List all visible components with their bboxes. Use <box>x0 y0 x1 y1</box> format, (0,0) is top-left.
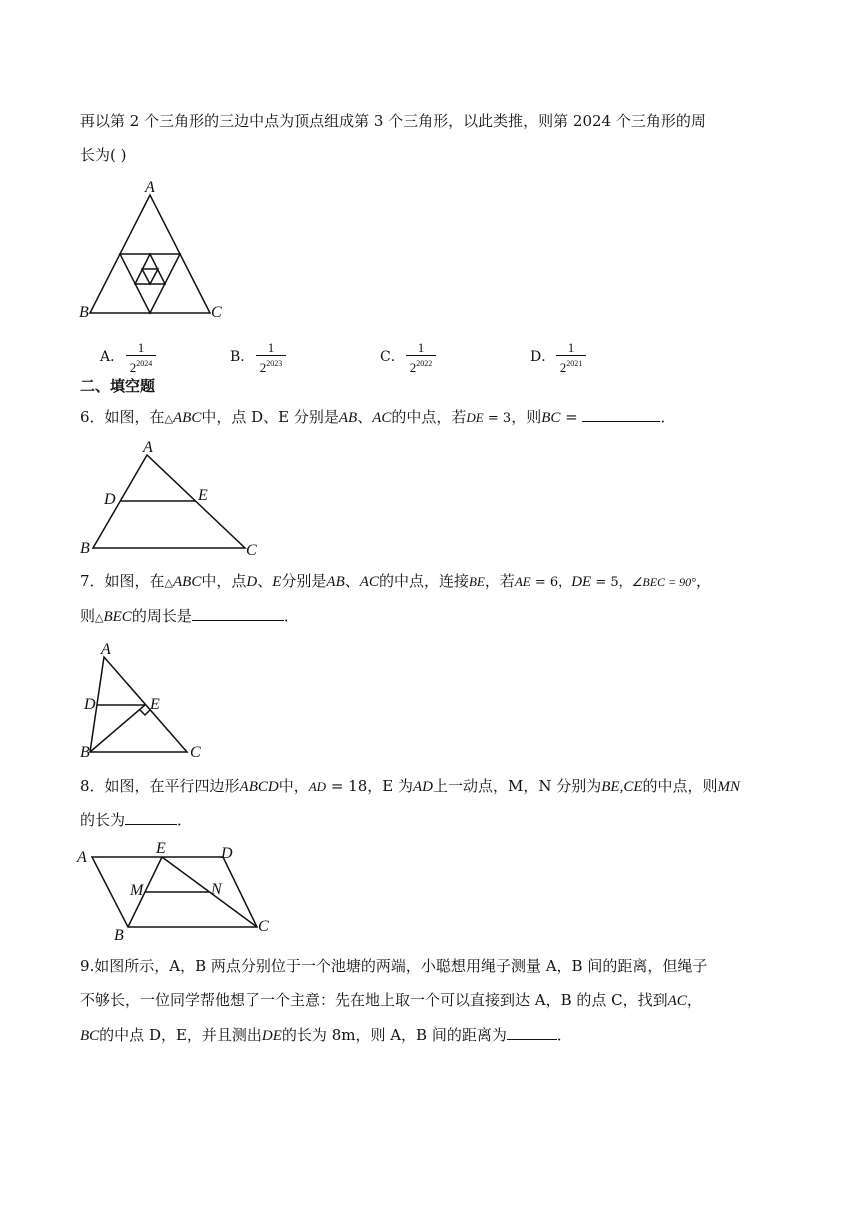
q7-de: DE <box>571 574 592 590</box>
q7-label-E: E <box>150 696 160 713</box>
q6-end: ． <box>660 408 676 426</box>
q8-mn: MN <box>717 779 741 795</box>
q7-text-line2 <box>80 604 299 629</box>
q7-t8: = 6， <box>530 575 572 590</box>
q5-nested-triangles-figure <box>80 178 230 323</box>
q8-label-N: N <box>211 881 222 898</box>
q9-bc: BC <box>80 1028 100 1044</box>
q7-t2: 中，点 <box>201 572 247 590</box>
q8-label-E: E <box>156 840 166 857</box>
q7-angle: ∠BEC = 90° <box>631 575 696 589</box>
q7-ac: AC <box>359 574 379 590</box>
q7-text-line1 <box>80 570 711 594</box>
choice-d-numerator: 1 <box>567 340 575 355</box>
q9-ac: AC <box>667 993 687 1009</box>
q7-t10: ， <box>695 572 711 590</box>
q9-de: DE <box>261 1028 282 1044</box>
q7-l2a: 则 <box>80 607 96 625</box>
q8-text-line2 <box>80 808 192 831</box>
q6-triangle-figure <box>80 438 270 560</box>
q5-label-A: A <box>145 179 155 196</box>
q7-triangle-symbol-2: △ <box>95 611 104 624</box>
q9-text-line3 <box>80 1023 572 1047</box>
q8-label-M: M <box>130 882 144 899</box>
q7-t3: 、 <box>257 572 273 590</box>
choice-c-exponent: 2022 <box>416 359 433 368</box>
q9-l2b: ， <box>686 991 702 1009</box>
q6-de: DE <box>466 410 484 425</box>
q7-label-C: C <box>190 744 201 761</box>
choice-b-numerator: 1 <box>267 340 275 355</box>
q6-t4: 的中点，若 <box>391 408 467 426</box>
q9-end: ． <box>556 1026 572 1044</box>
choice-a-fraction <box>126 340 156 375</box>
q6-abc: ABC <box>173 410 202 426</box>
choice-c-base: 2 <box>409 360 417 375</box>
q6-t5: ，则 <box>511 408 542 426</box>
choice-a-numerator: 1 <box>137 340 145 355</box>
choice-b-base: 2 <box>259 360 267 375</box>
q6-label-A: A <box>143 439 153 456</box>
q8-text-line1 <box>80 775 740 798</box>
q7-label-B: B <box>80 744 90 761</box>
q8-label-B: B <box>114 927 124 944</box>
q7-t6: 的中点，连接 <box>378 572 469 590</box>
q6-eq: = 3 <box>483 411 512 426</box>
q5-text-line1: 再以第 2 个三角形的三边中点为顶点组成第 3 个三角形，以此类推，则第 2024 个三角形的周 <box>80 112 706 130</box>
choice-d-label: D． <box>530 349 556 365</box>
q8-label-D: D <box>221 845 233 862</box>
q7-label-A: A <box>101 641 111 658</box>
q7-triangle-symbol: △ <box>164 576 174 589</box>
q8-label-A: A <box>77 849 87 866</box>
q8-t1: 8．如图，在平行四边形 <box>80 777 240 795</box>
q9-l2a: 不够长，一位同学帮他想了一个主意：先在地上取一个可以直接到达 A，B 的点 C，找到 <box>80 991 668 1009</box>
q6-answer-blank[interactable] <box>582 405 660 422</box>
choice-b-exponent: 2023 <box>266 359 283 368</box>
q9-text-line2 <box>80 989 702 1012</box>
section-heading-fill-in: 二、填空题 <box>80 377 156 395</box>
q8-t2: 中， <box>278 777 309 795</box>
choice-d-base: 2 <box>559 360 567 375</box>
q9-l3b: 的长为 8m，则 A，B 间的距离为 <box>281 1026 507 1044</box>
q6-t3: 、 <box>357 408 373 426</box>
q6-label-D: D <box>104 491 116 508</box>
choice-d-exponent: 2021 <box>566 359 583 368</box>
q8-end: ． <box>177 811 193 829</box>
q8-answer-blank[interactable] <box>125 808 177 825</box>
q7-d: D <box>246 574 258 590</box>
q8-parallelogram-figure <box>77 838 280 944</box>
q6-bc: BC <box>541 410 561 426</box>
q8-bece: BE,CE <box>601 779 643 795</box>
q7-triangle-figure <box>80 640 220 765</box>
q6-ab: AB <box>338 410 358 426</box>
q6-label-E: E <box>198 487 208 504</box>
q6-label-C: C <box>246 542 257 559</box>
q5-label-C: C <box>211 304 222 321</box>
q7-ae: AE <box>514 574 531 589</box>
q8-t4: 上一动点，M，N 分别为 <box>433 777 602 795</box>
q7-label-D: D <box>84 696 96 713</box>
q8-ad: AD <box>308 779 327 794</box>
q6-t6: = <box>560 408 583 426</box>
choice-b-label: B． <box>230 349 255 365</box>
q9-answer-blank[interactable] <box>507 1023 557 1040</box>
q7-abc: ABC <box>173 574 202 590</box>
q8-l2: 的长为 <box>80 811 126 829</box>
q8-t5: 的中点，则 <box>642 777 718 795</box>
choice-a-label: A． <box>100 349 125 365</box>
choice-a-exponent: 2024 <box>136 359 153 368</box>
q7-bec: BEC <box>103 609 132 625</box>
q6-triangle-symbol: △ <box>164 412 174 425</box>
choice-b-fraction <box>256 340 286 375</box>
q7-be: BE <box>468 574 485 589</box>
q7-t7: ，若 <box>484 572 515 590</box>
q7-e: E <box>272 574 282 590</box>
q7-t9: = 5， <box>591 575 632 590</box>
q8-abcd: ABCD <box>239 779 279 795</box>
choice-c-fraction <box>406 340 436 375</box>
q8-ad2: AD <box>413 779 433 795</box>
choice-c-numerator: 1 <box>417 340 425 355</box>
q6-label-B: B <box>80 540 90 557</box>
q8-label-C: C <box>258 918 269 935</box>
q7-t1: 7．如图，在 <box>80 572 165 590</box>
q7-t5: 、 <box>344 572 360 590</box>
q7-ab: AB <box>326 574 345 590</box>
q9-l3a: 的中点 D，E，并且测出 <box>99 1026 262 1044</box>
q5-label-B: B <box>79 304 89 321</box>
q7-t4: 分别是 <box>281 572 327 590</box>
q5-text-line2: 长为( ) <box>80 146 127 164</box>
q9-text-line1: 9.如图所示，A，B 两点分别位于一个池塘的两端，小聪想用绳子测量 A，B 间的距离，但绳子 <box>80 957 708 975</box>
q6-text <box>80 405 676 430</box>
q6-ac: AC <box>372 410 392 426</box>
choice-c-label: C． <box>380 349 405 365</box>
q6-t2: 中，点 D、E 分别是 <box>201 408 339 426</box>
choice-d-fraction <box>556 340 586 375</box>
q6-t1: 6．如图，在 <box>80 408 165 426</box>
q7-l2b: 的周长是 <box>131 607 192 625</box>
q7-end: ． <box>283 607 299 625</box>
q8-t3: = 18，E 为 <box>326 777 413 795</box>
choice-a-base: 2 <box>129 360 137 375</box>
q7-answer-blank[interactable] <box>192 604 284 621</box>
